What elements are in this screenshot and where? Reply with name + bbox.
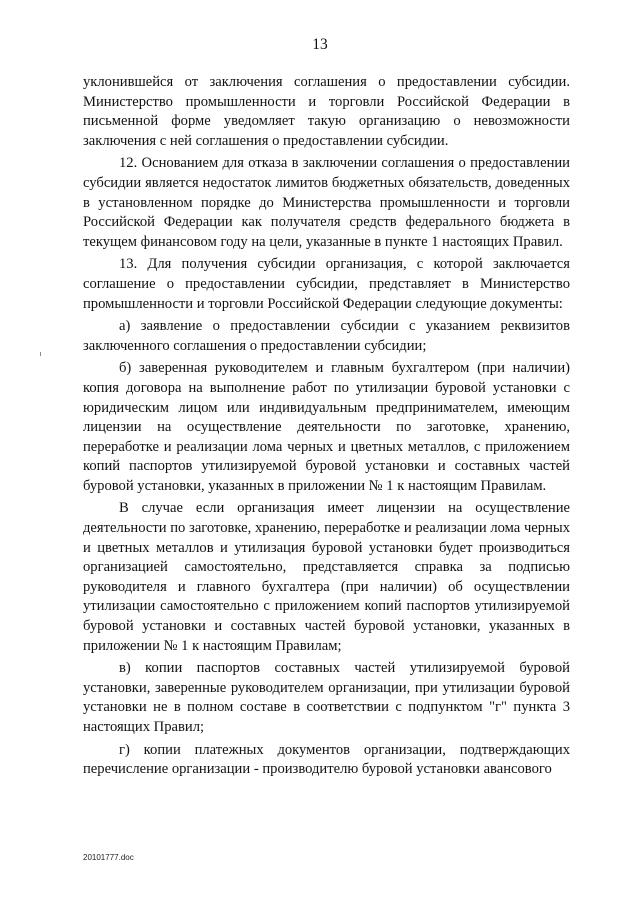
margin-mark: [40, 352, 41, 356]
paragraph-self-utilization: В случае если организация имеет лицензии на осуществление деятельности по заготовке, хранению, переработке и реализации лома черных и цветных металлов и утилизация буровой установки будет производиться организацией самостоятельно, представляется справка за подписью руководителя и главного бухгалтера (при наличии) об осуществлении утилизации самостоятельно с приложением копий паспортов утилизируемой буровой установки и составных частей буровой установки, указанных в приложении № 1 к настоящим Правилам;: [83, 500, 570, 654]
paragraph-item-v: в) копии паспортов составных частей утилизируемой буровой установки, заверенные руководителем организации, при утилизации буровой установки не в полном составе в соответствии с подпунктом "г" пункта 3 настоящих Правил;: [83, 660, 570, 735]
footer-filename: 20101777.doc: [83, 853, 134, 862]
page-number: 13: [312, 36, 328, 53]
paragraph-item-g: г) копии платежных документов организации, подтверждающих перечисление организации - производителю буровой установки авансового: [83, 741, 570, 778]
paragraph-clause-12: 12. Основанием для отказа в заключении соглашения о предоставлении субсидии является недостаток лимитов бюджетных обязательств, доведенных в установленном порядке до Министерства промышленности и торговли Российской Федерации как получателя средств федерального бюджета в текущем финансовом году на цели, указанные в пункте 1 настоящих Правил.: [83, 155, 570, 250]
document-body: [83, 73, 570, 780]
paragraph-item-b: б) заверенная руководителем и главным бухгалтером (при наличии) копия договора на выполнение работ по утилизации буровой установки с юридическим лицом или индивидуальным предпринимателем, имеющим лицензии на осуществление деятельности по заготовке, хранению, переработке и реализации лома черных и цветных металлов, с приложением копий паспортов утилизируемой буровой установки и составных частей буровой установки, указанных в приложении № 1 к настоящим Правилам.: [83, 360, 570, 494]
paragraph-clause-13: 13. Для получения субсидии организация, с которой заключается соглашение о предоставлении субсидии, представляет в Министерство промышленности и торговли Российской Федерации следующие документы:: [83, 256, 570, 312]
paragraph-item-a: а) заявление о предоставлении субсидии с указанием реквизитов заключенного соглашения о предоставлении субсидии;: [83, 318, 570, 354]
paragraph-continuation: уклонившейся от заключения соглашения о предоставлении субсидии. Министерство промышленности и торговли Российской Федерации в письменной форме уведомляет такую организацию о невозможности заключения с ней соглашения о предоставлении субсидии.: [83, 74, 570, 149]
